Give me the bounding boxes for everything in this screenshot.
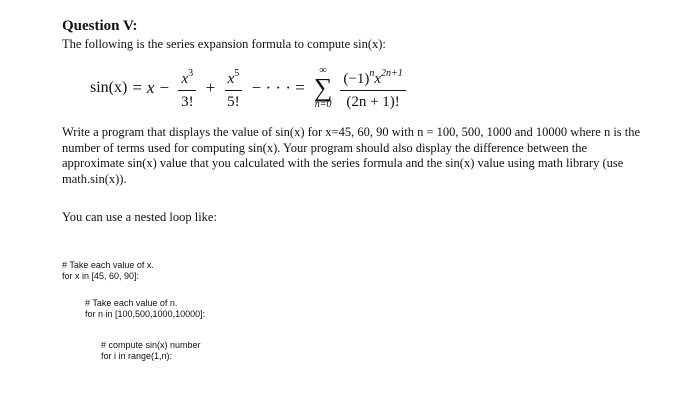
summation-lower-limit: n=0 (314, 99, 332, 110)
term3-base: x (181, 71, 189, 87)
summation-glyph: ∑ (313, 73, 333, 102)
question-title: Question V: (62, 18, 138, 34)
summation-upper-limit: ∞ (319, 65, 327, 76)
general-term-denominator: (2n + 1)! (346, 94, 400, 110)
term5-exponent: 5 (234, 68, 240, 79)
fraction-term-5-denominator: 5! (227, 94, 240, 110)
code-line: for n in [100,500,1000,10000]: (85, 309, 206, 319)
code-line: # compute sin(x) number (101, 340, 201, 350)
general-term-numerator (340, 65, 405, 91)
instructions-text: Write a program that displays the value of sin(x) for x=45, 60, 90 with n = 100, 500, 1000 and 10000 where n is the number of terms used for computing sin(x). Your program should also display the difference between the approximate sin(x) value that you calculated with the series formula and the sin(x) value using math library (use math.sin(x)). (62, 125, 641, 186)
summation-sign (314, 66, 333, 110)
code-line: # Take each value of x. (62, 260, 154, 270)
formula-equals: = (132, 78, 142, 97)
code-block-inner (101, 340, 201, 362)
fraction-term-5 (224, 65, 243, 111)
fraction-term-3-denominator: 3! (181, 94, 194, 110)
formula-minus: − (159, 78, 170, 97)
fraction-term-5-numerator (225, 65, 243, 91)
fraction-term-3-numerator (178, 65, 196, 91)
code-line: for i in range(1,n): (101, 351, 173, 361)
code-line: for x in [45, 60, 90]: (62, 271, 140, 281)
formula-lhs: sin(x) (90, 79, 128, 96)
instructions-paragraph (62, 125, 652, 187)
code-line: # Take each value of n. (85, 298, 178, 308)
general-term-x-exponent: 2n+1 (381, 68, 403, 79)
series-formula (90, 52, 410, 124)
general-term-x: x (374, 71, 381, 87)
term3-exponent: 3 (188, 68, 194, 79)
formula-ellipsis: − · · · = (251, 78, 305, 97)
nested-loop-note: You can use a nested loop like: (62, 210, 217, 224)
general-term-sign: (−1) (343, 71, 370, 87)
intro-text: The following is the series expansion formula to compute sin(x): (62, 37, 386, 51)
code-block-middle (85, 298, 205, 320)
formula-x: x (146, 78, 155, 97)
term5-base: x (227, 71, 235, 87)
fraction-term-3 (178, 65, 197, 111)
formula-plus: + (205, 78, 216, 97)
general-term-sign-exponent: n (369, 68, 375, 79)
code-block-outer (62, 260, 154, 282)
fraction-general-term (340, 65, 405, 111)
